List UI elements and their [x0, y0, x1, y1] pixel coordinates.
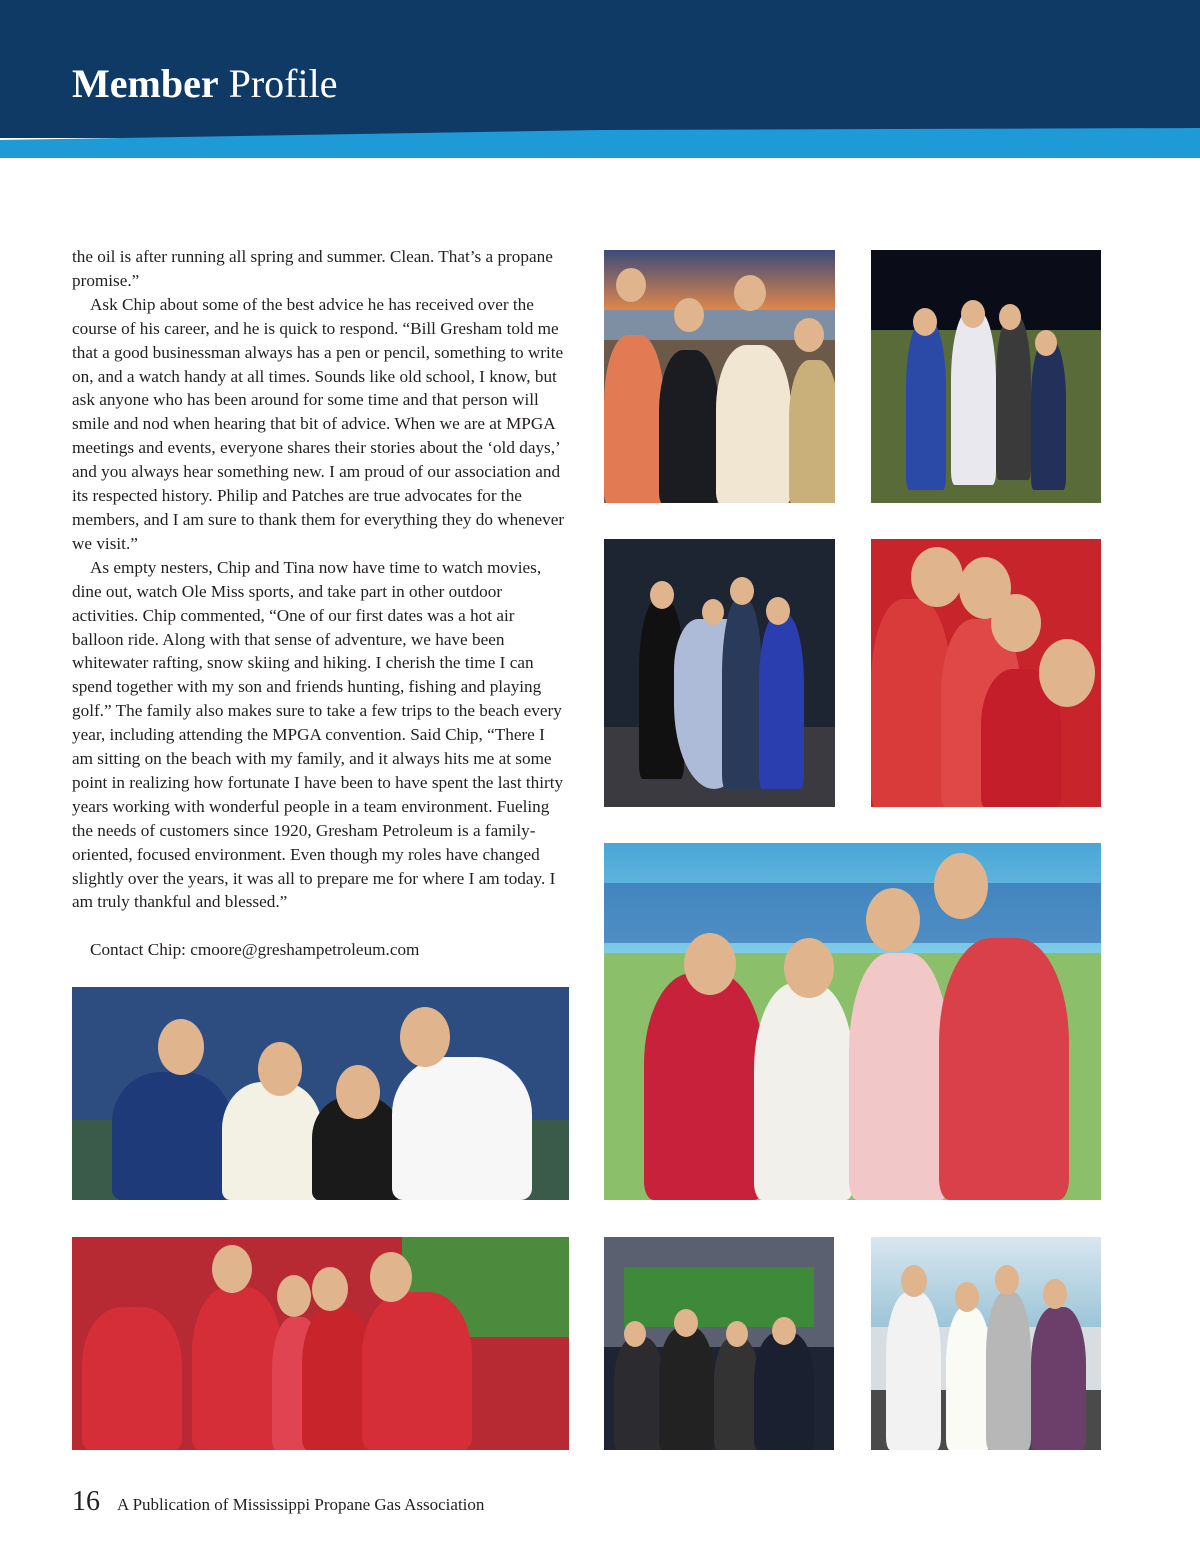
section-title: [72, 61, 338, 106]
photo-stadium-group: [72, 1237, 569, 1450]
photo-tailgate-tent: [604, 843, 1101, 1200]
photo-formal-dance: [604, 539, 835, 807]
section-title-light: Profile: [228, 61, 338, 106]
photo-stadium-overlook: [604, 1237, 834, 1450]
section-title-bold: Member: [72, 61, 219, 106]
photo-beach-family: [72, 987, 569, 1200]
article-paragraph-3: As empty nesters, Chip and Tina now have time to watch movies, dine out, watch Ole Miss sports, and take part in other outdoor activities. Chip commented, “One of our first dates was a hot air balloon ride. Along with that sense of adventure, we have been whitewater rafting, snow skiing and hiking. I cherish the time I can spend together with my son and friends hunting, fishing and playing golf.” The family also makes sure to take a few trips to the beach every year, including attending the MPGA convention. Said Chip, “There I am sitting on the beach with my family, and it always hits me at some point in realizing how fortunate I have been to have spent the last thirty years working with wonderful people in a team environment. Fueling the needs of customers since 1920, Gresham Petroleum is a family-oriented, focused environment. Even though my roles have changed slightly over the years, it was all to prepare me for where I am today. I am truly thankful and blessed.”: [72, 557, 564, 912]
contact-line: Contact Chip: cmoore@greshampetroleum.com: [90, 940, 420, 960]
page-number: 16: [72, 1486, 100, 1517]
photo-stadium-selfie: [871, 539, 1101, 807]
article-body: [72, 245, 570, 962]
article-paragraph-1: the oil is after running all spring and summer. Clean. That’s a propane promise.”: [72, 247, 553, 290]
photo-balcony-ocean: [871, 1237, 1101, 1450]
article-paragraph-2: Ask Chip about some of the best advice he has received over the course of his career, and he is quick to respond. “Bill Gresham told me that a good businessman always has a pen or pencil, something to write on, and a watch handy at all times. Sounds like old school, I know, but ask anyone who has been around for some time and that person will smile and nod when hearing that bit of advice. When we are at MPGA meetings and events, everyone shares their stories about the ‘old days,’ and you always hear something new. I am proud of our association and its respected history. Philip and Patches are true advocates for the members, and I am sure to thank them for everything they do whenever we visit.”: [72, 294, 565, 553]
photo-football-field: [871, 250, 1101, 503]
photo-sunset-family: [604, 250, 835, 503]
publication-line: A Publication of Mississippi Propane Gas Association: [117, 1495, 485, 1514]
